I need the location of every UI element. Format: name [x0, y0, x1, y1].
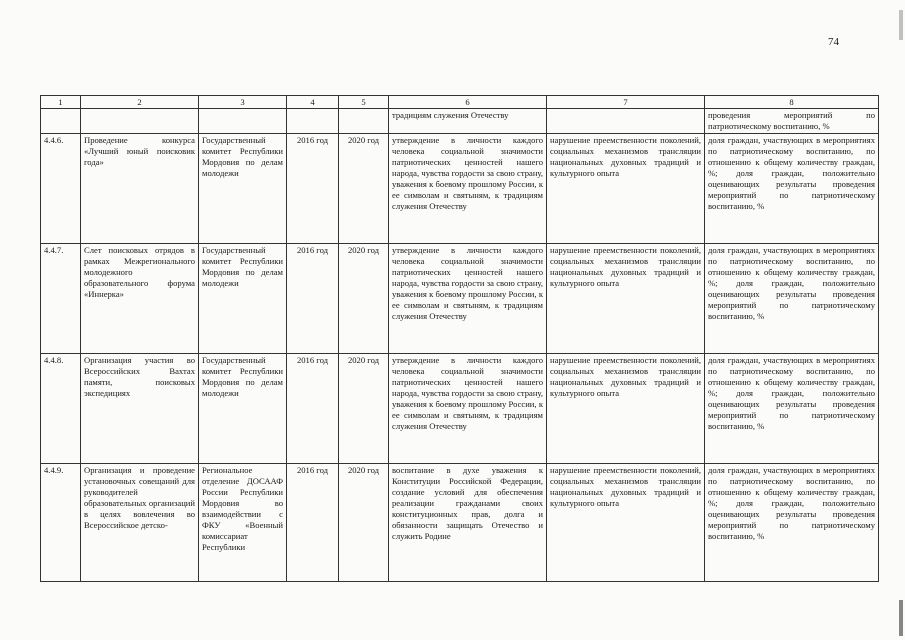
risk-consequence: нарушение преемственности поколений, социальных механизмов трансляции национальных духовных традиций и культурного опыта: [547, 244, 705, 354]
expected-result: утверждение в личности каждого человека социальной значимости патриотических ценностей нашего народа, чувства гордости за свою страну, уважения к боевому прошлому России, к ее символам и святыням, к традициям служения Отечеству: [389, 244, 547, 354]
table-row: [41, 244, 879, 354]
row-number: 4.4.6.: [41, 134, 81, 244]
scan-edge-mark: [899, 10, 903, 40]
start-year: 2016 год: [287, 134, 339, 244]
risk-consequence: нарушение преемственности поколений, социальных механизмов трансляции национальных духовных традиций и культурного опыта: [547, 464, 705, 582]
row-number: 4.4.8.: [41, 354, 81, 464]
continuation-result: традициям служения Отечеству: [389, 109, 547, 134]
column-header: 3: [199, 96, 287, 109]
executor: Государственный комитет Республики Мордовия по делам молодежи: [199, 354, 287, 464]
indicator: доля граждан, участвующих в мероприятиях по патриотическому воспитанию, по отношению к общему количеству граждан, %; доля граждан, положительно оценивающих результаты проведения мероприятий по патриотическому воспитанию, %: [705, 244, 879, 354]
table-row: [41, 464, 879, 582]
expected-result: утверждение в личности каждого человека социальной значимости патриотических ценностей нашего народа, чувства гордости за свою страну, уважения к боевому прошлому России, к ее символам и святыням, к традициям служения Отечеству: [389, 134, 547, 244]
column-header: 1: [41, 96, 81, 109]
activity-name: Организация и проведение установочных совещаний для руководителей образовательных организаций в целях вовлечения во Всероссийское детско-: [81, 464, 199, 582]
risk-consequence: нарушение преемственности поколений, социальных механизмов трансляции национальных духовных традиций и культурного опыта: [547, 354, 705, 464]
indicator: доля граждан, участвующих в мероприятиях по патриотическому воспитанию, по отношению к общему количеству граждан, %; доля граждан, положительно оценивающих результаты проведения мероприятий по патриотическому воспитанию, %: [705, 134, 879, 244]
column-header: 7: [547, 96, 705, 109]
row-number: 4.4.9.: [41, 464, 81, 582]
column-number-row: [41, 96, 879, 109]
column-header: 8: [705, 96, 879, 109]
table-row: [41, 134, 879, 244]
column-header: 2: [81, 96, 199, 109]
expected-result: утверждение в личности каждого человека социальной значимости патриотических ценностей нашего народа, чувства гордости за свою страну, уважения к боевому прошлому России, к ее символам и святыням, к традициям служения Отечеству: [389, 354, 547, 464]
end-year: 2020 год: [339, 244, 389, 354]
start-year: 2016 год: [287, 244, 339, 354]
table-row: [41, 354, 879, 464]
column-header: 4: [287, 96, 339, 109]
end-year: 2020 год: [339, 464, 389, 582]
continuation-row: [41, 109, 879, 134]
start-year: 2016 год: [287, 464, 339, 582]
executor: Региональное отделение ДОСААФ России Республики Мордовия во взаимодействии с ФКУ «Военный комиссариат Республики: [199, 464, 287, 582]
page-number: 74: [828, 36, 839, 48]
continuation-indicator: проведения мероприятий по патриотическому воспитанию, %: [705, 109, 879, 134]
column-header: 6: [389, 96, 547, 109]
expected-result: воспитание в духе уважения к Конституции Российской Федерации, создание условий для обеспечения реализации гражданами своих конституционных прав, долга и обязанности защищать Отечество и служить Родине: [389, 464, 547, 582]
scan-edge-mark: [899, 600, 903, 636]
column-header: 5: [339, 96, 389, 109]
row-number: 4.4.7.: [41, 244, 81, 354]
activity-name: Слет поисковых отрядов в рамках Межрегионального молодежного образовательного форума «Иннерка»: [81, 244, 199, 354]
executor: Государственный комитет Республики Мордовия по делам молодежи: [199, 134, 287, 244]
indicator: доля граждан, участвующих в мероприятиях по патриотическому воспитанию, по отношению к общему количеству граждан, %; доля граждан, положительно оценивающих результаты проведения мероприятий по патриотическому воспитанию, %: [705, 464, 879, 582]
activity-name: Проведение конкурса «Лучший юный поисковик года»: [81, 134, 199, 244]
program-activities-table: [40, 95, 879, 582]
indicator: доля граждан, участвующих в мероприятиях по патриотическому воспитанию, по отношению к общему количеству граждан, %; доля граждан, положительно оценивающих результаты проведения мероприятий по патриотическому воспитанию, %: [705, 354, 879, 464]
activity-name: Организация участия во Всероссийских Вахтах памяти, поисковых экспедициях: [81, 354, 199, 464]
start-year: 2016 год: [287, 354, 339, 464]
end-year: 2020 год: [339, 134, 389, 244]
executor: Государственный комитет Республики Мордовия по делам молодежи: [199, 244, 287, 354]
end-year: 2020 год: [339, 354, 389, 464]
risk-consequence: нарушение преемственности поколений, социальных механизмов трансляции национальных духовных традиций и культурного опыта: [547, 134, 705, 244]
